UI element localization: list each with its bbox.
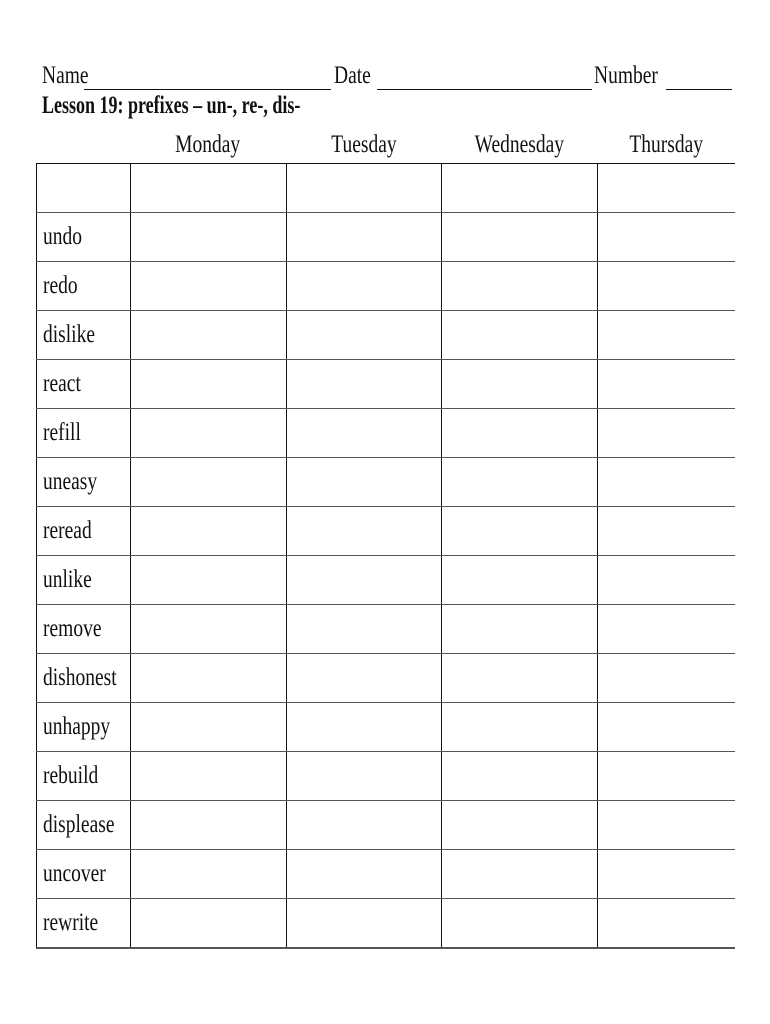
- writing-cell-thursday[interactable]: [597, 458, 736, 506]
- spelling-word: rewrite: [43, 909, 99, 936]
- writing-cell-tuesday[interactable]: [286, 409, 442, 457]
- writing-cell-monday[interactable]: [130, 213, 287, 261]
- writing-cell-monday[interactable]: [130, 850, 287, 898]
- word-cell: [36, 164, 131, 212]
- writing-cell-tuesday[interactable]: [286, 605, 442, 653]
- writing-cell-wednesday[interactable]: [441, 262, 598, 310]
- writing-cell-tuesday[interactable]: [286, 164, 442, 212]
- word-cell: [36, 850, 131, 898]
- table-row: [36, 409, 735, 458]
- writing-cell-tuesday[interactable]: [286, 360, 442, 408]
- writing-cell-monday[interactable]: [130, 458, 287, 506]
- writing-cell-thursday[interactable]: [597, 654, 736, 702]
- writing-cell-wednesday[interactable]: [441, 556, 598, 604]
- writing-cell-monday[interactable]: [130, 801, 287, 849]
- writing-cell-monday[interactable]: [130, 360, 287, 408]
- writing-cell-monday[interactable]: [130, 409, 287, 457]
- spelling-word: remove: [43, 615, 102, 642]
- table-row: [36, 262, 735, 311]
- writing-cell-tuesday[interactable]: [286, 262, 442, 310]
- table-row: [36, 163, 735, 213]
- word-cell: [36, 458, 131, 506]
- date-label: Date: [334, 62, 371, 89]
- table-row: [36, 605, 735, 654]
- table-row: [36, 752, 735, 801]
- table-row: [36, 360, 735, 409]
- number-label: Number: [594, 62, 658, 89]
- writing-cell-tuesday[interactable]: [286, 703, 442, 751]
- writing-cell-monday[interactable]: [130, 556, 287, 604]
- writing-cell-thursday[interactable]: [597, 311, 736, 359]
- day-header-wednesday: [441, 130, 597, 160]
- writing-cell-tuesday[interactable]: [286, 556, 442, 604]
- spelling-word: uneasy: [43, 468, 98, 495]
- writing-cell-tuesday[interactable]: [286, 801, 442, 849]
- writing-cell-thursday[interactable]: [597, 899, 736, 947]
- writing-cell-wednesday[interactable]: [441, 752, 598, 800]
- writing-cell-tuesday[interactable]: [286, 458, 442, 506]
- writing-cell-thursday[interactable]: [597, 556, 736, 604]
- table-row: [36, 213, 735, 262]
- spelling-word: rebuild: [43, 762, 99, 789]
- writing-cell-thursday[interactable]: [597, 801, 736, 849]
- writing-cell-wednesday[interactable]: [441, 458, 598, 506]
- writing-cell-thursday[interactable]: [597, 213, 736, 261]
- spelling-word: dishonest: [43, 664, 117, 691]
- writing-cell-tuesday[interactable]: [286, 507, 442, 555]
- word-cell: [36, 703, 131, 751]
- table-row: [36, 507, 735, 556]
- spelling-word: uncover: [43, 860, 106, 887]
- day-header-thursday: [597, 130, 735, 160]
- day-header-tuesday: [286, 130, 441, 160]
- day-label: Wednesday: [474, 131, 564, 158]
- writing-cell-monday[interactable]: [130, 311, 287, 359]
- number-field[interactable]: [666, 63, 732, 90]
- writing-cell-monday[interactable]: [130, 899, 287, 947]
- spelling-word: redo: [43, 272, 78, 299]
- writing-cell-thursday[interactable]: [597, 507, 736, 555]
- spelling-word: unlike: [43, 566, 92, 593]
- table-row: [36, 654, 735, 703]
- writing-cell-thursday[interactable]: [597, 850, 736, 898]
- word-cell: [36, 360, 131, 408]
- spelling-word: refill: [43, 419, 81, 446]
- writing-cell-monday[interactable]: [130, 507, 287, 555]
- writing-cell-wednesday[interactable]: [441, 605, 598, 653]
- day-header-monday: [130, 130, 286, 160]
- word-cell: [36, 899, 131, 947]
- writing-cell-monday[interactable]: [130, 164, 287, 212]
- writing-cell-wednesday[interactable]: [441, 801, 598, 849]
- table-row: [36, 703, 735, 752]
- word-cell: [36, 213, 131, 261]
- spelling-word: undo: [43, 223, 82, 250]
- spelling-word: react: [43, 370, 81, 397]
- writing-cell-wednesday[interactable]: [441, 164, 598, 212]
- writing-cell-tuesday[interactable]: [286, 899, 442, 947]
- table-row: [36, 801, 735, 850]
- word-cell: [36, 654, 131, 702]
- word-cell: [36, 507, 131, 555]
- writing-cell-tuesday[interactable]: [286, 213, 442, 261]
- writing-cell-wednesday[interactable]: [441, 703, 598, 751]
- day-label: Tuesday: [330, 131, 397, 158]
- spelling-word: dislike: [43, 321, 96, 348]
- student-info-line: [42, 56, 735, 90]
- writing-cell-monday[interactable]: [130, 262, 287, 310]
- writing-cell-thursday[interactable]: [597, 360, 736, 408]
- word-cell: [36, 311, 131, 359]
- spelling-word: unhappy: [43, 713, 111, 740]
- writing-cell-thursday[interactable]: [597, 703, 736, 751]
- writing-cell-monday[interactable]: [130, 654, 287, 702]
- table-row: [36, 311, 735, 360]
- writing-cell-thursday[interactable]: [597, 752, 736, 800]
- word-cell: [36, 801, 131, 849]
- table-row: [36, 899, 735, 949]
- writing-cell-monday[interactable]: [130, 752, 287, 800]
- table-row: [36, 850, 735, 899]
- word-cell: [36, 752, 131, 800]
- table-row: [36, 556, 735, 605]
- writing-cell-wednesday[interactable]: [441, 654, 598, 702]
- spelling-word: displease: [43, 811, 115, 838]
- writing-cell-wednesday[interactable]: [441, 507, 598, 555]
- writing-cell-tuesday[interactable]: [286, 752, 442, 800]
- word-cell: [36, 605, 131, 653]
- table-row: [36, 458, 735, 507]
- writing-cell-thursday[interactable]: [597, 409, 736, 457]
- lesson-title: Lesson 19: prefixes – un-, re-, dis-: [42, 92, 301, 119]
- writing-cell-thursday[interactable]: [597, 605, 736, 653]
- writing-cell-thursday[interactable]: [597, 262, 736, 310]
- writing-cell-wednesday[interactable]: [441, 899, 598, 947]
- name-field[interactable]: [84, 63, 331, 90]
- word-cell: [36, 556, 131, 604]
- day-label: Thursday: [629, 131, 703, 158]
- spelling-word: reread: [43, 517, 92, 544]
- writing-cell-monday[interactable]: [130, 703, 287, 751]
- writing-cell-wednesday[interactable]: [441, 213, 598, 261]
- word-cell: [36, 262, 131, 310]
- name-label: Name: [42, 62, 89, 89]
- writing-cell-wednesday[interactable]: [441, 311, 598, 359]
- writing-cell-wednesday[interactable]: [441, 409, 598, 457]
- day-label: Monday: [175, 131, 241, 158]
- spelling-grid: [36, 163, 735, 949]
- word-cell: [36, 409, 131, 457]
- writing-cell-tuesday[interactable]: [286, 850, 442, 898]
- writing-cell-tuesday[interactable]: [286, 311, 442, 359]
- writing-cell-wednesday[interactable]: [441, 360, 598, 408]
- date-field[interactable]: [377, 63, 592, 90]
- writing-cell-wednesday[interactable]: [441, 850, 598, 898]
- writing-cell-monday[interactable]: [130, 605, 287, 653]
- writing-cell-thursday[interactable]: [597, 164, 736, 212]
- writing-cell-tuesday[interactable]: [286, 654, 442, 702]
